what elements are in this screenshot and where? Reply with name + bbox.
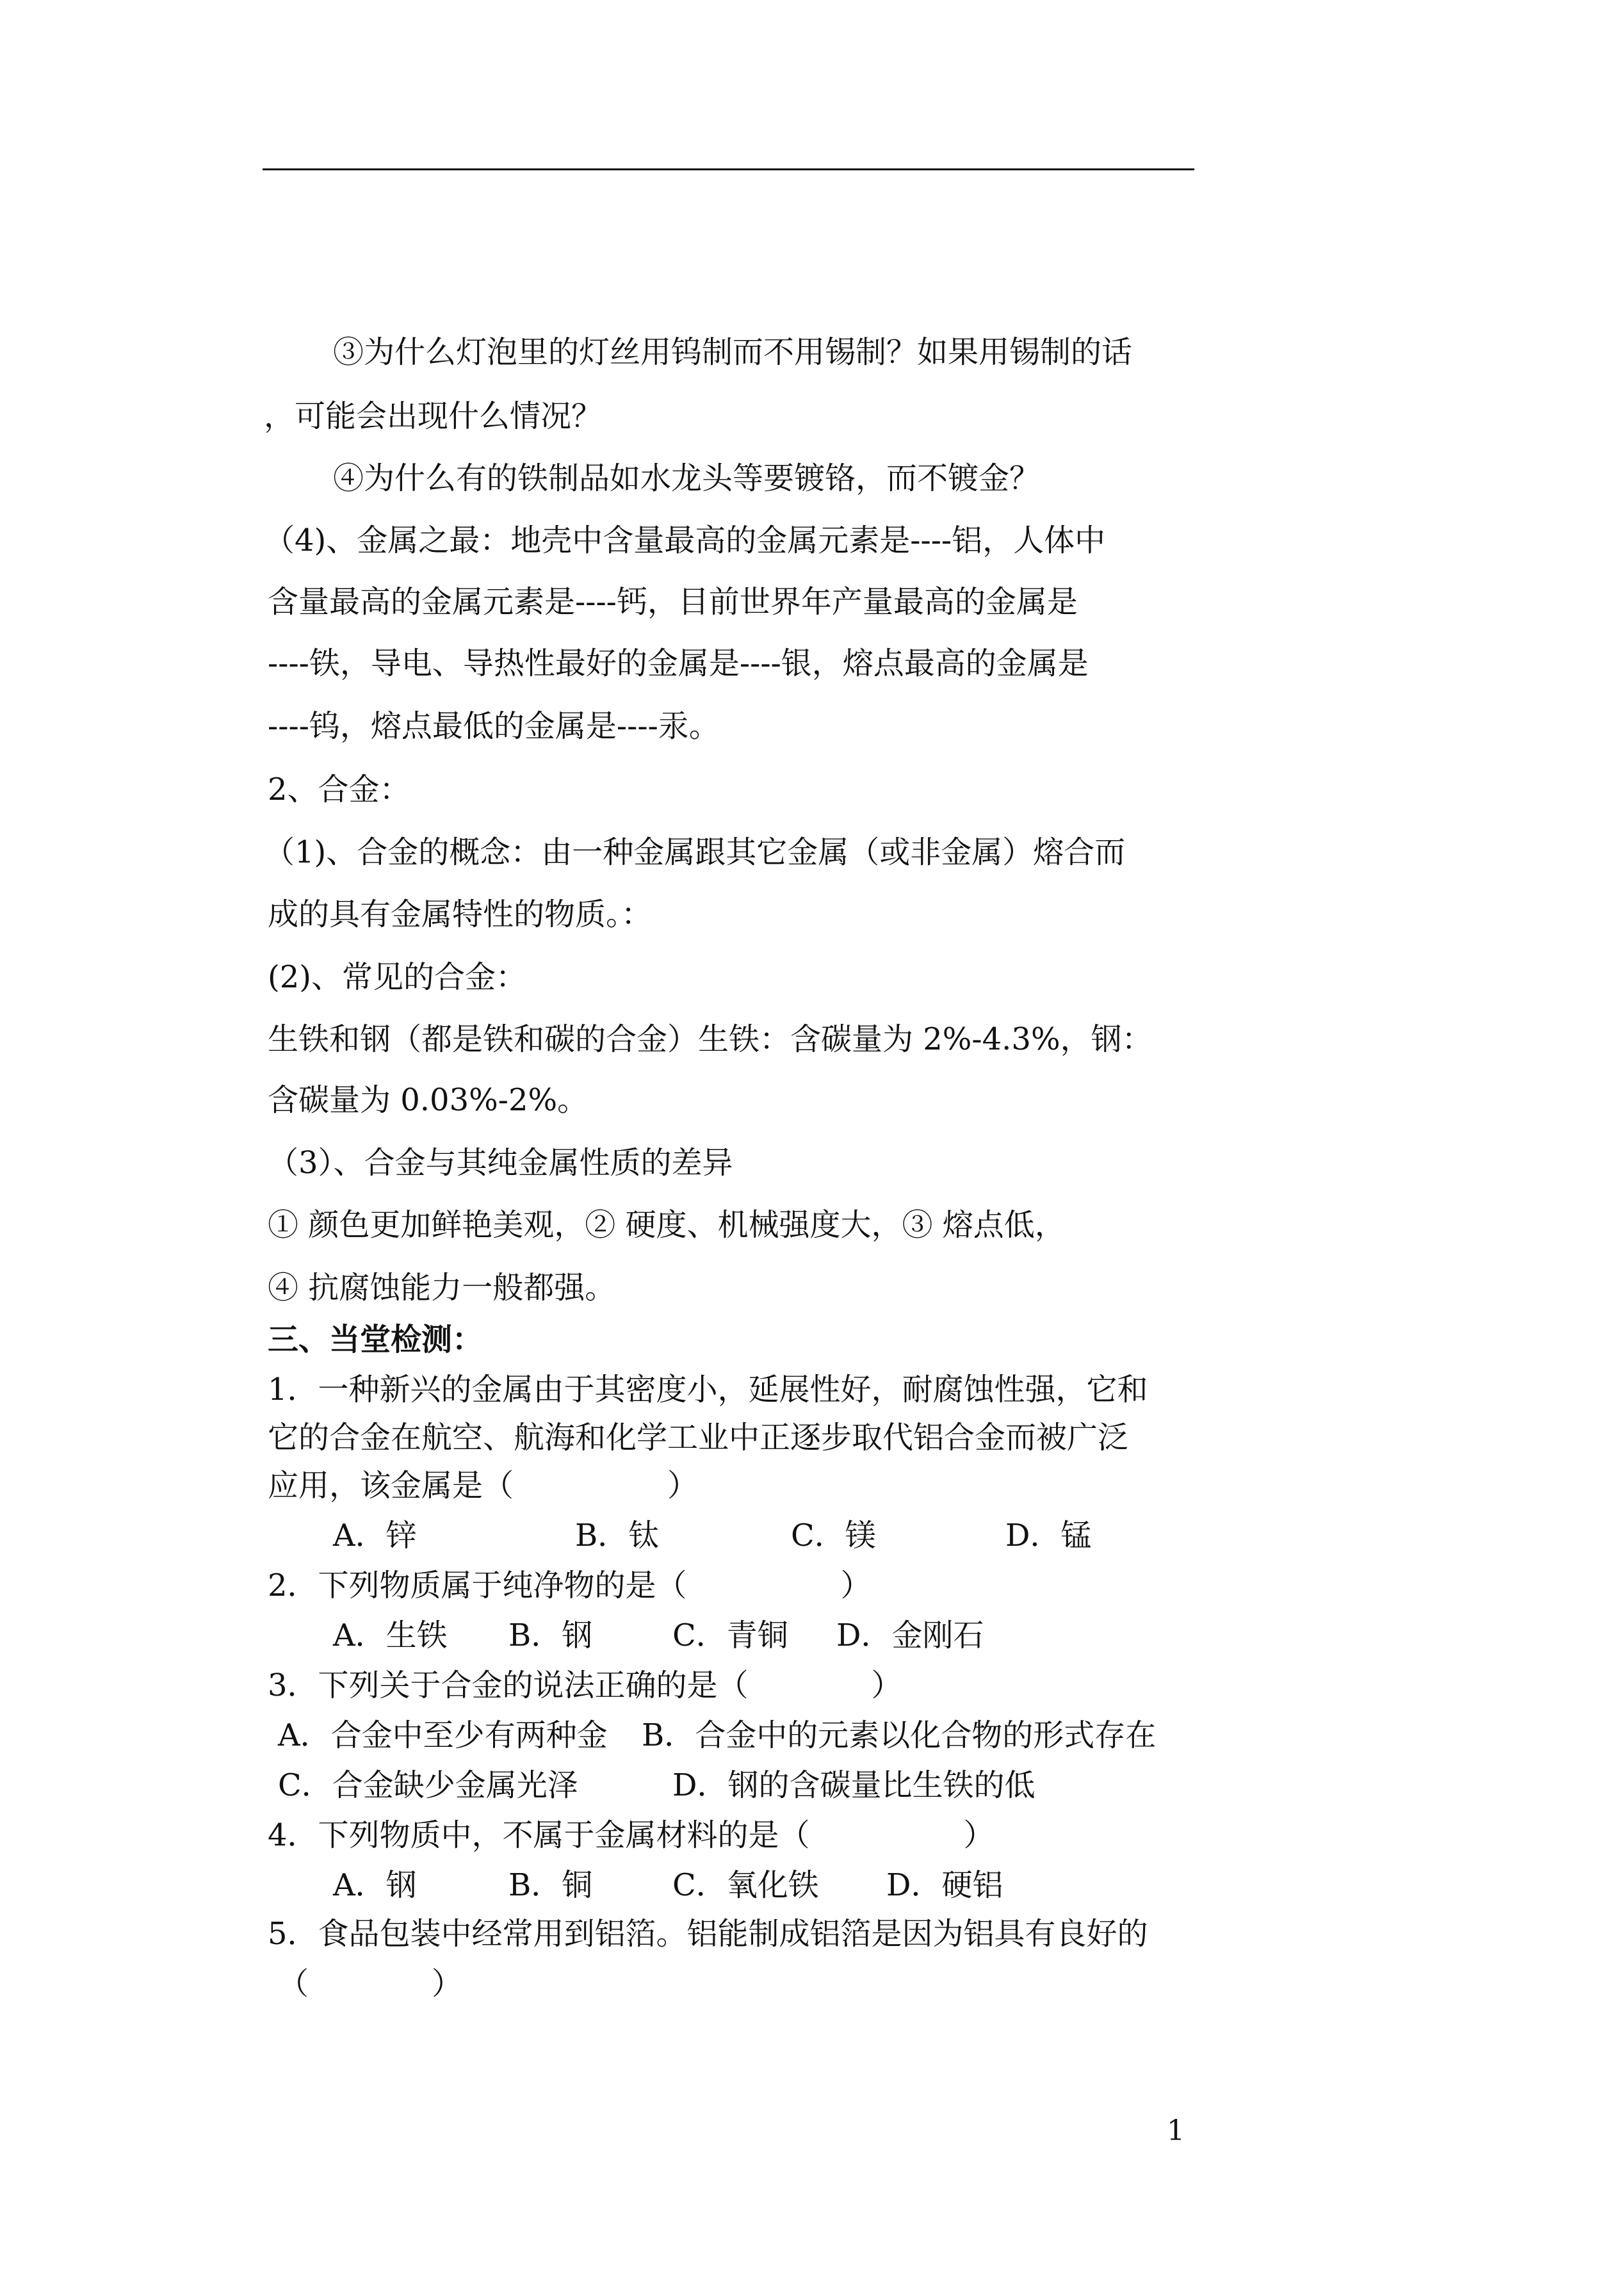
q4-option-d: D．硬铝: [886, 1867, 1003, 1903]
q1-option-b: B．钛: [575, 1518, 660, 1553]
common-alloys-line-1: 生铁和钢（都是铁和碳的合金）生铁：含碳量为 2%-4.3%，钢：: [268, 1021, 1153, 1057]
q5-line-1: 5．食品包装中经常用到铝箔。铝能制成铝箔是因为铝具有良好的: [268, 1916, 1148, 1952]
superlatives-line-4: ----钨，熔点最低的金属是----汞。: [268, 708, 720, 744]
q2-option-c: C．青铜: [672, 1618, 788, 1653]
q1-line-1: 1．一种新兴的金属由于其密度小，延展性好，耐腐蚀性强，它和: [268, 1372, 1148, 1407]
q3-option-c: C．合金缺少金属光泽: [278, 1767, 578, 1803]
section-3-heading: 三、当堂检测：: [268, 1322, 483, 1358]
q1-line-2: 它的合金在航空、航海和化学工业中正逐步取代铝合金而被广泛: [268, 1420, 1129, 1456]
property-diff-line-1: ① 颜色更加鲜艳美观，② 硬度、机械强度大，③ 熔点低，: [268, 1207, 1066, 1243]
q3-option-a: A．合金中至少有两种金: [278, 1717, 608, 1753]
page-number: 1: [1167, 2114, 1185, 2147]
q3-option-b: B．合金中的元素以化合物的形式存在: [642, 1717, 1157, 1753]
q2-option-b: B．钢: [508, 1618, 593, 1653]
q1-option-c: C．镁: [791, 1518, 876, 1553]
q2-option-a: A．生铁: [333, 1618, 448, 1653]
question-4: ④为什么有的铁制品如水龙头等要镀铬，而不镀金？: [333, 460, 1041, 496]
alloy-heading: 2、合金：: [268, 772, 410, 807]
header-rule: [263, 168, 1194, 170]
superlatives-line-1: （4)、金属之最：地壳中含量最高的金属元素是----铝，人体中: [264, 523, 1106, 558]
question-3-line-2: ，可能会出现什么情况？: [264, 398, 603, 434]
q3-stem: 3．下列关于合金的说法正确的是（ ）: [268, 1667, 902, 1703]
q2-stem: 2．下列物质属于纯净物的是（ ）: [268, 1568, 872, 1603]
q1-option-d: D．锰: [1005, 1518, 1092, 1553]
property-diff-heading: （3）、合金与其纯金属性质的差异: [268, 1145, 733, 1181]
q2-option-d: D．金刚石: [836, 1618, 984, 1653]
q1-line-3: 应用，该金属是（ ）: [268, 1468, 699, 1504]
alloy-concept-line-2: 成的具有金属特性的物质。：: [268, 896, 653, 932]
property-diff-line-2: ④ 抗腐蚀能力一般都强。: [268, 1270, 616, 1306]
common-alloys-heading: (2)、常见的合金：: [268, 959, 526, 995]
q4-option-b: B．铜: [508, 1867, 593, 1903]
superlatives-line-2: 含量最高的金属元素是----钙，目前世界年产量最高的金属是: [268, 584, 1078, 620]
q4-stem: 4．下列物质中，不属于金属材料的是（ ）: [268, 1817, 995, 1853]
alloy-concept-line-1: （1)、合金的概念：由一种金属跟其它金属（或非金属）熔合而: [264, 834, 1126, 870]
q4-option-a: A．钢: [333, 1867, 417, 1903]
question-3-line-1: ③为什么灯泡里的灯丝用钨制而不用锡制？如果用锡制的话: [333, 334, 1133, 370]
q1-option-a: A．锌: [333, 1518, 417, 1553]
superlatives-line-3: ----铁，导电、导热性最好的金属是----银，熔点最高的金属是: [268, 645, 1089, 681]
q4-option-c: C．氧化铁: [672, 1867, 819, 1903]
q5-line-2: （ ）: [278, 1966, 463, 2002]
q3-option-d: D．钢的含碳量比生铁的低: [672, 1767, 1035, 1803]
common-alloys-line-2: 含碳量为 0.03%-2%。: [268, 1082, 589, 1118]
